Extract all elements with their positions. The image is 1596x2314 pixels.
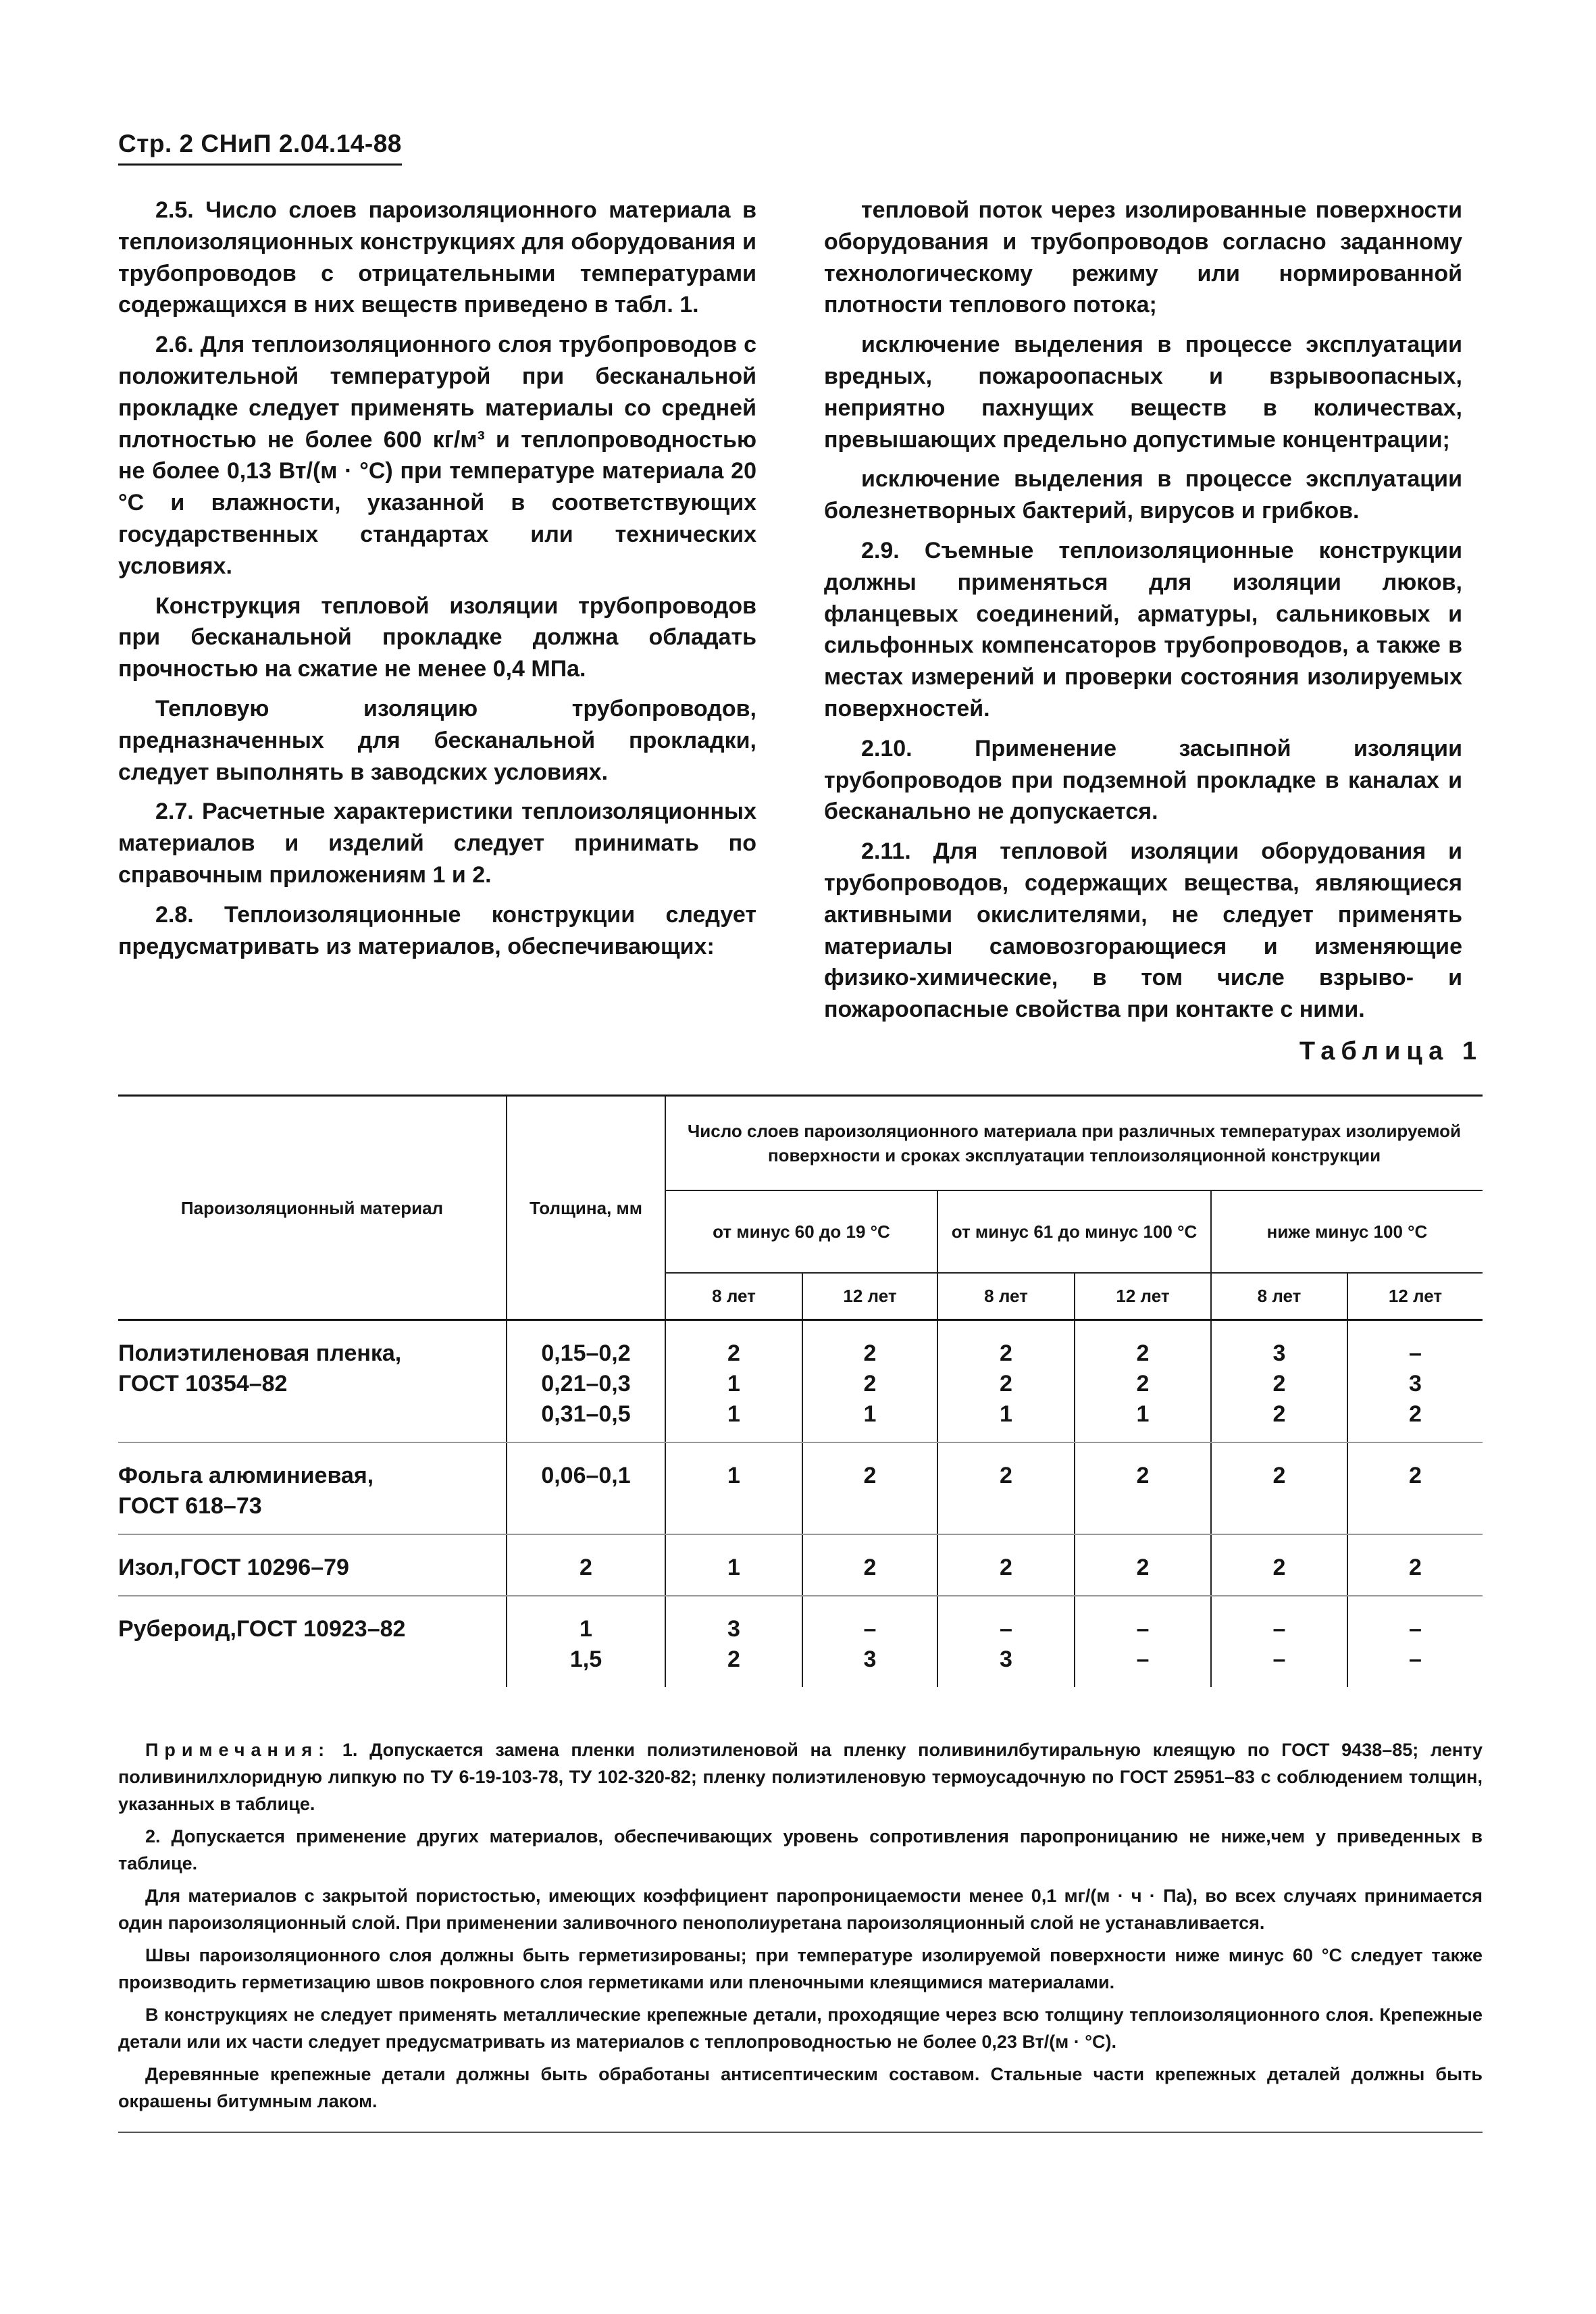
- layer-count: –: [1272, 1646, 1286, 1672]
- layer-count: 1: [1136, 1401, 1150, 1427]
- header-years: 8 лет: [1211, 1273, 1347, 1320]
- note-fasteners: В конструкциях не следует применять металлические крепежные детали, проходящие через всю толщину теплоизоляционного слоя. Крепежные детали или их части следует предусматривать из материалов с теплопроводностью не более 0,23 Вт/(м · °С).: [118, 2005, 1483, 2052]
- layer-count: 2: [1409, 1555, 1422, 1580]
- clause-2-10: 2.10. Применение засыпной изоляции трубопроводов при подземной прокладке в каналах и бесканально не допускается.: [824, 735, 1462, 825]
- layer-count: 2: [727, 1646, 740, 1672]
- layers-cell: [1075, 1320, 1211, 1443]
- layers-cell: [802, 1534, 937, 1596]
- left-column: [118, 195, 756, 970]
- material-cell: [118, 1442, 507, 1534]
- right-column: [824, 195, 1462, 1034]
- header-years: 12 лет: [1347, 1273, 1483, 1320]
- layer-count: 2: [1136, 1555, 1150, 1580]
- material-name: Полиэтиленовая пленка,: [118, 1340, 402, 1366]
- layers-cell: [665, 1534, 802, 1596]
- layer-count: 1: [727, 1401, 740, 1427]
- layer-count: –: [1272, 1616, 1286, 1642]
- clause-2-9: 2.9. Съемные теплоизоляционные конструкции должны применяться для изоляции люков, фланцевых соединений, арматуры, сальниковых и сильфонных компенсаторов трубопроводов, а также в местах измерений и проверки состояния изолируемых поверхностей.: [824, 537, 1462, 722]
- note-seams: Швы пароизоляционного слоя должны быть герметизированы; при температуре изолируемой поверхности ниже минус 60 °С следует также производить герметизацию швов покровного слоя герметиками или пленочными клеящимися материалами.: [118, 1945, 1483, 1992]
- layer-count: –: [1136, 1616, 1150, 1642]
- notes-lead: Примечания:: [145, 1740, 331, 1760]
- header-years: 8 лет: [665, 1273, 802, 1320]
- layers-cell: [665, 1596, 802, 1687]
- clause-2-8: 2.8. Теплоизоляционные конструкции следует предусматривать из материалов, обеспечивающих:: [118, 901, 756, 959]
- clause-2-5: 2.5. Число слоев пароизоляционного материала в теплоизоляционных конструкциях для оборудования и трубопроводов с отрицательными температурами содержащихся в них веществ приведено в табл. 1.: [118, 197, 756, 318]
- layers-cell: [1211, 1442, 1347, 1534]
- material-name: Рубероид,ГОСТ 10923–82: [118, 1616, 406, 1642]
- clause-2-8-item-substances: исключение выделения в процессе эксплуатации вредных, пожароопасных и взрывоопасных, неприятно пахнущих веществ в количествах, превышающих предельно допустимые концентрации;: [824, 332, 1462, 453]
- note-closed-porosity: Для материалов с закрытой пористостью, имеющих коэффициент паропроницаемости менее 0,1 мг/(м · ч · Па), во всех случаях принимается один пароизоляционный слой. При применении заливочного пенополиуретана пароизоляционный слой не устанавливается.: [118, 1886, 1483, 1933]
- layer-count: –: [863, 1616, 877, 1642]
- thickness-value: 0,06–0,1: [541, 1463, 631, 1488]
- layers-cell: [802, 1442, 937, 1534]
- layers-cell: [937, 1442, 1075, 1534]
- layer-count: 3: [727, 1616, 740, 1642]
- thickness-value: 2: [580, 1555, 592, 1580]
- layer-count: 2: [1136, 1371, 1150, 1397]
- layers-cell: [1347, 1320, 1483, 1443]
- vapor-barrier-table: [118, 1095, 1483, 1687]
- clause-2-6-strength: Конструкция тепловой изоляции трубопроводов при бесканальной прокладке должна обладать прочностью на сжатие не менее 0,4 МПа.: [118, 593, 756, 682]
- header-temp-range: ниже минус 100 °С: [1211, 1190, 1483, 1273]
- layers-cell: [1075, 1442, 1211, 1534]
- clause-2-11: 2.11. Для тепловой изоляции оборудования и трубопроводов, содержащих вещества, являющиеся активными окислителями, не следует применять материалы самовозгорающиеся и изменяющие физико-химические, в том числе взрыво- и пожароопасные свойства при контакте с ними.: [824, 838, 1462, 1023]
- note-1: [118, 1736, 1483, 1817]
- layer-count: 2: [863, 1340, 877, 1366]
- clause-2-8-item-heat-flow: тепловой поток через изолированные поверхности оборудования и трубопроводов согласно заданному технологическому режиму или нормированной плотности теплового потока;: [824, 197, 1462, 318]
- layer-count: 2: [1136, 1340, 1150, 1366]
- clause-2-6: 2.6. Для теплоизоляционного слоя трубопроводов с положительной температурой при бесканальной прокладке следует применять материалы со средней плотностью не более 600 кг/м³ и теплопроводностью не более 0,13 Вт/(м · °С) при температуре материала 20 °С и влажности, указанной в соответствующих государственных стандартах или технических условиях.: [118, 332, 756, 579]
- note-2: 2. Допускается применение других материалов, обеспечивающих уровень сопротивления паропроницанию не ниже,чем у приведенных в таблице.: [118, 1826, 1483, 1873]
- layers-cell: [1347, 1596, 1483, 1687]
- layer-count: –: [1000, 1616, 1012, 1642]
- layer-count: 2: [1000, 1555, 1012, 1580]
- thickness-value: 0,31–0,5: [541, 1401, 631, 1427]
- header-layer-count: Число слоев пароизоляционного материала при различных температурах изолируемой поверхности и сроках эксплуатации теплоизоляционной конструкции: [665, 1096, 1483, 1190]
- layer-count: 2: [1409, 1463, 1422, 1488]
- layer-count: 3: [1409, 1371, 1422, 1397]
- layer-count: 1: [727, 1463, 740, 1488]
- material-name: Изол,ГОСТ 10296–79: [118, 1555, 349, 1580]
- layer-count: 2: [1272, 1401, 1286, 1427]
- table-title: Таблица 1: [1299, 1037, 1483, 1065]
- layer-count: 1: [1000, 1401, 1012, 1427]
- table-row: [118, 1596, 1483, 1687]
- layers-cell: [1075, 1596, 1211, 1687]
- layers-cell: [802, 1596, 937, 1687]
- layer-count: 3: [863, 1646, 877, 1672]
- layer-count: 2: [863, 1463, 877, 1488]
- bottom-divider: [118, 2132, 1483, 2133]
- layer-count: 2: [863, 1371, 877, 1397]
- layers-cell: [937, 1596, 1075, 1687]
- layer-count: 2: [1272, 1463, 1286, 1488]
- header-thickness: Толщина, мм: [507, 1096, 665, 1320]
- layer-count: 2: [1136, 1463, 1150, 1488]
- layer-count: 2: [1000, 1463, 1012, 1488]
- layer-count: –: [1409, 1340, 1422, 1366]
- page-header: Стр. 2 СНиП 2.04.14-88: [118, 130, 402, 166]
- layers-cell: [937, 1320, 1075, 1443]
- material-cell: [118, 1596, 507, 1687]
- layers-cell: [1347, 1534, 1483, 1596]
- layers-cell: [665, 1442, 802, 1534]
- note-1-text: 1. Допускается замена пленки полиэтиленовой на пленку поливинилбутиральную клеящую по ГОСТ 9438–85; ленту поливинилхлоридную липкую по ТУ 6-19-103-78, ТУ 102-320-82; пленку полиэтиленовую термоусадочную по ГОСТ 25951–83 с соблюдением толщин, указанных в таблице.: [118, 1740, 1483, 1814]
- material-name: Фольга алюминиевая,: [118, 1463, 374, 1488]
- material-cell: [118, 1320, 507, 1443]
- layers-cell: [1347, 1442, 1483, 1534]
- header-years: 12 лет: [802, 1273, 937, 1320]
- layers-cell: [1075, 1534, 1211, 1596]
- header-temp-range: от минус 60 до 19 °С: [665, 1190, 937, 1273]
- thickness-cell: [507, 1534, 665, 1596]
- table-row: [118, 1534, 1483, 1596]
- layer-count: 2: [1272, 1371, 1286, 1397]
- layer-count: 1: [727, 1555, 740, 1580]
- layer-count: 1: [727, 1371, 740, 1397]
- header-years: 8 лет: [937, 1273, 1075, 1320]
- table-notes: [118, 1736, 1483, 2120]
- layer-count: 3: [1272, 1340, 1286, 1366]
- layer-count: 2: [863, 1555, 877, 1580]
- layer-count: 1: [863, 1401, 877, 1427]
- clause-2-8-item-bacteria: исключение выделения в процессе эксплуатации болезнетворных бактерий, вирусов и грибков.: [824, 466, 1462, 524]
- layers-cell: [665, 1320, 802, 1443]
- material-cell: [118, 1534, 507, 1596]
- clause-2-6-factory: Тепловую изоляцию трубопроводов, предназначенных для бесканальной прокладки, следует выполнять в заводских условиях.: [118, 695, 756, 785]
- thickness-value: 1: [580, 1616, 592, 1642]
- layers-cell: [1211, 1320, 1347, 1443]
- clause-2-7: 2.7. Расчетные характеристики теплоизоляционных материалов и изделий следует принимать по справочным приложениям 1 и 2.: [118, 799, 756, 888]
- thickness-cell: [507, 1442, 665, 1534]
- layer-count: –: [1409, 1616, 1422, 1642]
- layer-count: –: [1136, 1646, 1150, 1672]
- layer-count: 2: [1000, 1340, 1012, 1366]
- layers-cell: [937, 1534, 1075, 1596]
- table-row: [118, 1320, 1483, 1443]
- thickness-value: 0,15–0,2: [541, 1340, 631, 1366]
- layers-cell: [802, 1320, 937, 1443]
- note-wooden-fasteners: Деревянные крепежные детали должны быть обработаны антисептическим составом. Стальные части крепежных деталей должны быть окрашены битумным лаком.: [118, 2064, 1483, 2111]
- thickness-value: 0,21–0,3: [541, 1371, 631, 1397]
- layer-count: 2: [1272, 1555, 1286, 1580]
- material-standard: ГОСТ 618–73: [118, 1493, 262, 1519]
- layer-count: 3: [1000, 1646, 1012, 1672]
- layer-count: 2: [1409, 1401, 1422, 1427]
- thickness-value: 1,5: [569, 1646, 602, 1672]
- layers-cell: [1211, 1596, 1347, 1687]
- header-temp-range: от минус 61 до минус 100 °С: [937, 1190, 1211, 1273]
- table-row: [118, 1442, 1483, 1534]
- thickness-cell: [507, 1320, 665, 1443]
- layer-count: 2: [727, 1340, 740, 1366]
- layers-cell: [1211, 1534, 1347, 1596]
- layer-count: 2: [1000, 1371, 1012, 1397]
- layer-count: –: [1409, 1646, 1422, 1672]
- thickness-cell: [507, 1596, 665, 1687]
- header-material: Пароизоляционный материал: [118, 1096, 507, 1320]
- material-standard: ГОСТ 10354–82: [118, 1371, 288, 1397]
- header-years: 12 лет: [1075, 1273, 1211, 1320]
